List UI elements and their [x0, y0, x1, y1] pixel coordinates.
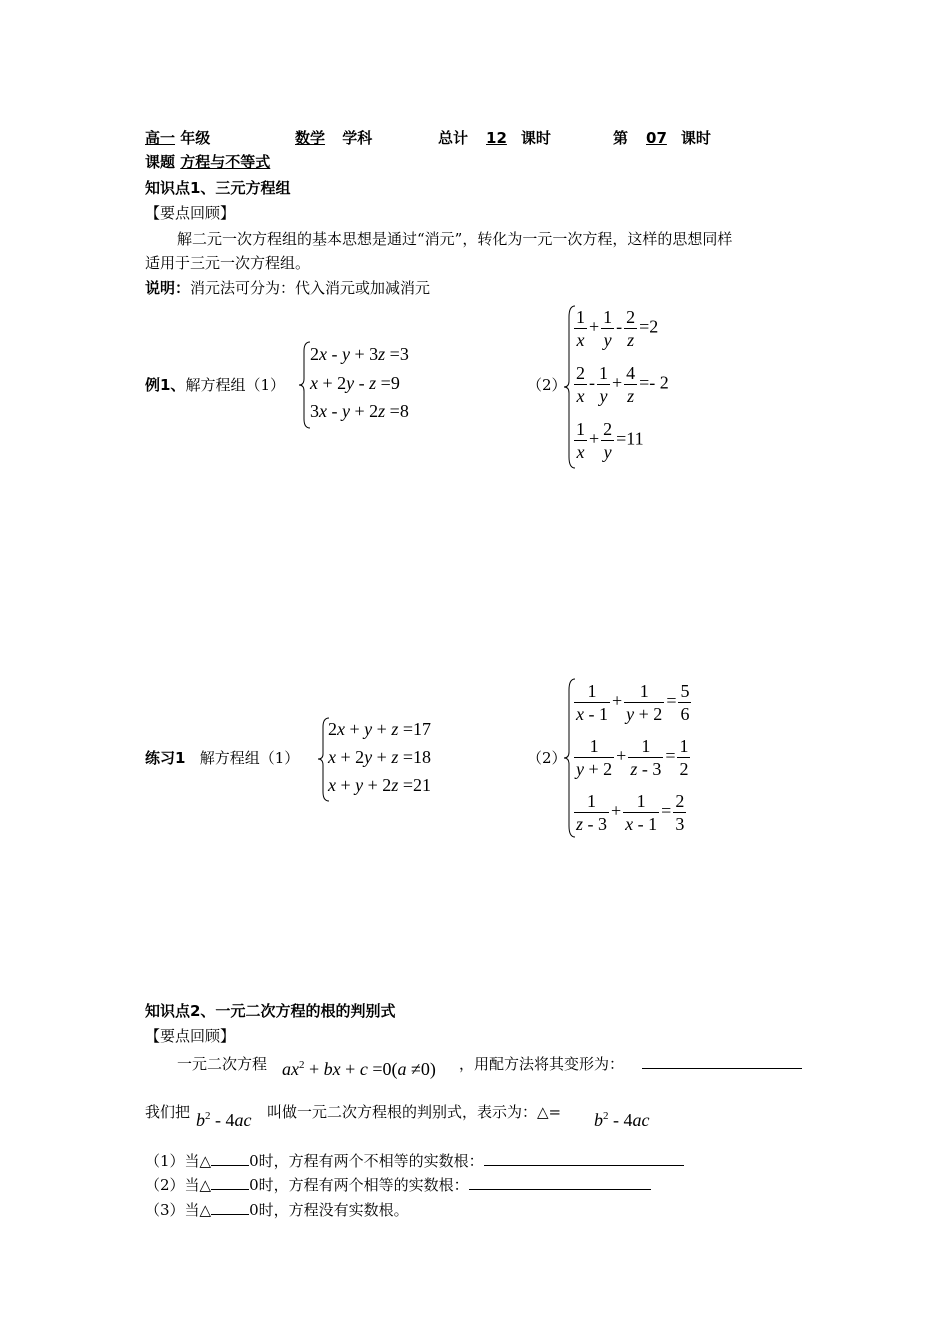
section1-para-line2: 适用于三元一次方程组。: [145, 254, 311, 272]
note-label: 说明：: [145, 279, 191, 297]
subject-label: 学科: [342, 129, 373, 147]
example1-part2-label: （2）: [527, 376, 567, 394]
total-unit: 课时: [520, 129, 551, 147]
section1-review: 【要点回顾】: [145, 204, 236, 222]
section1-title: 知识点1、三元方程组: [145, 179, 291, 197]
practice1-eq3: x + y + 2z =21: [328, 775, 431, 795]
section2-line2-b: 叫做一元二次方程根的判别式，表示为：△=: [267, 1103, 562, 1121]
section2-line1-b: ，用配方法将其变形为：: [459, 1055, 625, 1073]
case2-a: （2）当△: [145, 1176, 212, 1194]
practice1-label-line: [145, 747, 299, 768]
practice1-text: 解方程组（1）: [199, 749, 300, 767]
section1-para-line1: 解二元一次方程组的基本思想是通过“消元”，转化为一元一次方程，这样的思想同样: [177, 230, 733, 248]
case2-b: 0时，方程有两个相等的实数根：: [249, 1176, 469, 1194]
case2-roots-blank[interactable]: [469, 1189, 651, 1190]
case3-a: （3）当△: [145, 1201, 212, 1219]
discriminant-expr-2: $b^2 - 4ac$: [594, 1110, 650, 1130]
section1-note: [145, 277, 430, 298]
case1-roots-blank[interactable]: [484, 1165, 684, 1166]
total-block: [438, 127, 551, 148]
case1-line: [145, 1150, 684, 1171]
example1-eq6: $\frac{1}{x}$ + $\frac{2}{y}$ =11: [576, 419, 644, 462]
section2-title: 知识点2、一元二次方程的根的判别式: [145, 1002, 396, 1020]
header-line: [145, 127, 210, 148]
total-value: 12: [486, 129, 507, 147]
grade-label: 年级: [180, 129, 211, 147]
total-label: 总计: [438, 129, 469, 147]
section2-line2-a: 我们把: [145, 1103, 191, 1121]
example1-eq2: x + 2y - z =9: [310, 373, 400, 393]
practice1-eq4: $\frac{1}{x - 1}$ + $\frac{1}{y + 2}$ = $\frac{5}{6}$: [576, 681, 690, 724]
case1-relation-blank[interactable]: [211, 1165, 249, 1166]
case1-b: 0时，方程有两个不相等的实数根：: [249, 1152, 484, 1170]
example1-text: 解方程组（1）: [185, 376, 285, 394]
subject-block: [279, 127, 372, 148]
ordinal-prefix: 第: [613, 129, 629, 147]
example1-label-line: [145, 374, 285, 395]
example1-eq5: $\frac{2}{x}$ - $\frac{1}{y}$ + $\frac{4}{z}$ =- 2: [576, 363, 669, 406]
section2-review: 【要点回顾】: [145, 1027, 236, 1045]
topic-value: 方程与不等式: [180, 153, 271, 171]
practice1-part2-label: （2）: [527, 749, 567, 767]
ordinal-value: 07: [646, 129, 667, 147]
note-text: 消元法可分为：代入消元或加减消元: [190, 279, 431, 297]
practice1-eq1: 2x + y + z =17: [328, 719, 431, 739]
section2-line1-a: 一元二次方程: [177, 1055, 268, 1073]
ordinal-unit: 课时: [680, 129, 711, 147]
topic-line: [145, 151, 278, 172]
example1-label: 例1、: [145, 376, 186, 394]
case1-a: （1）当△: [145, 1152, 212, 1170]
case3-relation-blank[interactable]: [211, 1214, 249, 1215]
case2-line: [145, 1174, 651, 1195]
example1-eq1: 2x - y + 3z =3: [310, 344, 409, 364]
practice1-eq6: $\frac{1}{z - 3}$ + $\frac{1}{x - 1}$ = $\frac{2}{3}$: [576, 791, 685, 834]
case3-line: [145, 1199, 409, 1220]
grade-value: 高一: [145, 129, 176, 147]
subject-value: 数学: [295, 129, 326, 147]
discriminant-expr-1: $b^2 - 4ac$: [196, 1110, 252, 1130]
case3-b: 0时，方程没有实数根。: [249, 1201, 409, 1219]
case2-relation-blank[interactable]: [211, 1189, 249, 1190]
example1-eq3: 3x - y + 2z =8: [310, 401, 409, 421]
practice1-eq2: x + 2y + z =18: [328, 747, 431, 767]
topic-label: 课题: [145, 153, 176, 171]
quadratic-equation: $ax^2$ + bx + c =0(a ≠0): [282, 1059, 436, 1079]
transform-answer-blank[interactable]: [642, 1068, 802, 1069]
ordinal-block: [613, 127, 711, 148]
example1-eq4: $\frac{1}{x}$ + $\frac{1}{y}$ - $\frac{2}{z}$ =2: [576, 307, 659, 350]
practice1-label: 练习1: [145, 749, 186, 767]
practice1-eq5: $\frac{1}{y + 2}$ + $\frac{1}{z - 3}$ = $\frac{1}{2}$: [576, 736, 689, 779]
